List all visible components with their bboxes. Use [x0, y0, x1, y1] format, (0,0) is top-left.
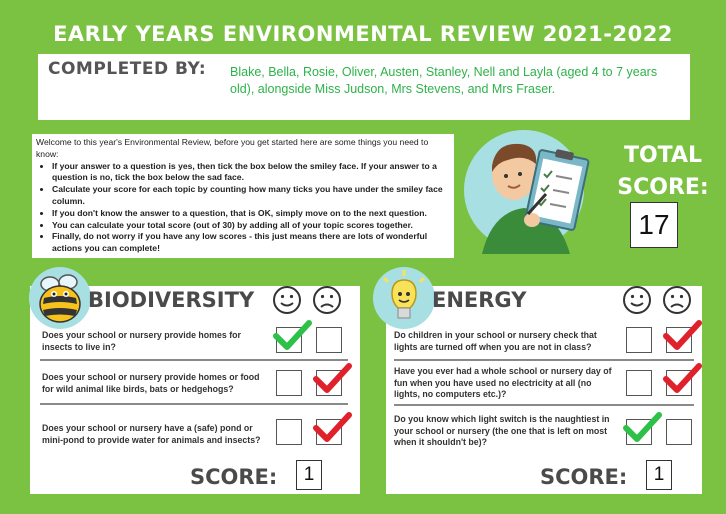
yes-checkbox[interactable] — [626, 327, 652, 353]
yes-checkbox[interactable] — [276, 370, 302, 396]
question-text: Does your school or nursery provide homes or food for wild animal like birds, bats or hedgehogs? — [42, 372, 260, 394]
bee-icon — [28, 266, 92, 330]
intro-bullet-list — [52, 161, 450, 255]
checkmark-icon — [272, 320, 312, 352]
biodiversity-title: BIODIVERSITY — [88, 288, 255, 312]
divider — [40, 359, 348, 361]
page-title: EARLY YEARS ENVIRONMENTAL REVIEW 2021-2022 — [53, 22, 673, 46]
energy-score-label: SCORE: — [540, 465, 628, 489]
no-checkbox[interactable] — [666, 419, 692, 445]
sad-face-icon — [662, 285, 692, 315]
question-text: Do children in your school or nursery check that lights are turned off when you are not in class? — [394, 330, 597, 352]
intro-instructions — [32, 134, 454, 258]
yes-checkbox[interactable] — [626, 370, 652, 396]
biodiversity-score-value[interactable]: 1 — [296, 460, 322, 490]
clipboard-person-icon — [462, 124, 602, 254]
energy-score-value[interactable]: 1 — [646, 460, 672, 490]
divider — [394, 404, 694, 406]
question-text: Do you know which light switch is the naughtiest in your school or nursery (the one that is left on most when it shouldn't be)? — [394, 414, 610, 447]
intro-bullet: • You can calculate your total score (out of 30) by adding all of your topic scores together. — [52, 220, 450, 232]
sad-face-icon — [312, 285, 342, 315]
completed-by-label: COMPLETED BY: — [48, 59, 207, 79]
no-checkbox[interactable] — [316, 327, 342, 353]
completed-by-names: Blake, Bella, Rosie, Oliver, Austen, Stanley, Nell and Layla (aged 4 to 7 years old), alongside Miss Judson, Mrs Stevens, and Mrs Fraser. — [230, 65, 658, 96]
energy-title: ENERGY — [432, 288, 527, 312]
total-score-label: TOTAL SCORE: — [617, 143, 709, 200]
checkmark-icon — [622, 412, 662, 444]
biodiversity-score-label: SCORE: — [190, 465, 278, 489]
checkmark-icon — [662, 320, 702, 352]
checkmark-icon — [312, 412, 352, 444]
question-text: Does your school or nursery have a (safe) pond or mini-pond to provide water for animals and insects? — [42, 423, 261, 445]
lightbulb-icon — [372, 266, 436, 330]
completed-by-box — [38, 54, 690, 120]
checkmark-icon — [312, 363, 352, 395]
intro-lead: Welcome to this year's Environmental Review, before you get started here are some things you need to know: — [36, 137, 429, 159]
divider — [394, 359, 694, 361]
smiley-face-icon — [272, 285, 302, 315]
smiley-face-icon — [622, 285, 652, 315]
checkmark-icon — [662, 363, 702, 395]
question-text: Does your school or nursery provide homes for insects to live in? — [42, 330, 241, 352]
intro-bullet: • Calculate your score for each topic by counting how many ticks you have under the smiley face column. — [52, 184, 450, 208]
total-score-value[interactable]: 17 — [630, 202, 678, 248]
question-text: Have you ever had a whole school or nursery day of fun when you have used no electricity at all (no lights, no computers etc.)? — [394, 366, 612, 399]
divider — [40, 403, 348, 405]
intro-bullet: • If you don't know the answer to a question, that is OK, simply move on to the next question. — [52, 208, 450, 220]
intro-bullet: • Finally, do not worry if you have any low scores - this just means there are lots of wonderful actions you can complete! — [52, 231, 450, 255]
yes-checkbox[interactable] — [276, 419, 302, 445]
intro-bullet: • If your answer to a question is yes, then tick the box below the smiley face. If your answer to a question is no, tick the box below the sad face. — [52, 161, 450, 185]
